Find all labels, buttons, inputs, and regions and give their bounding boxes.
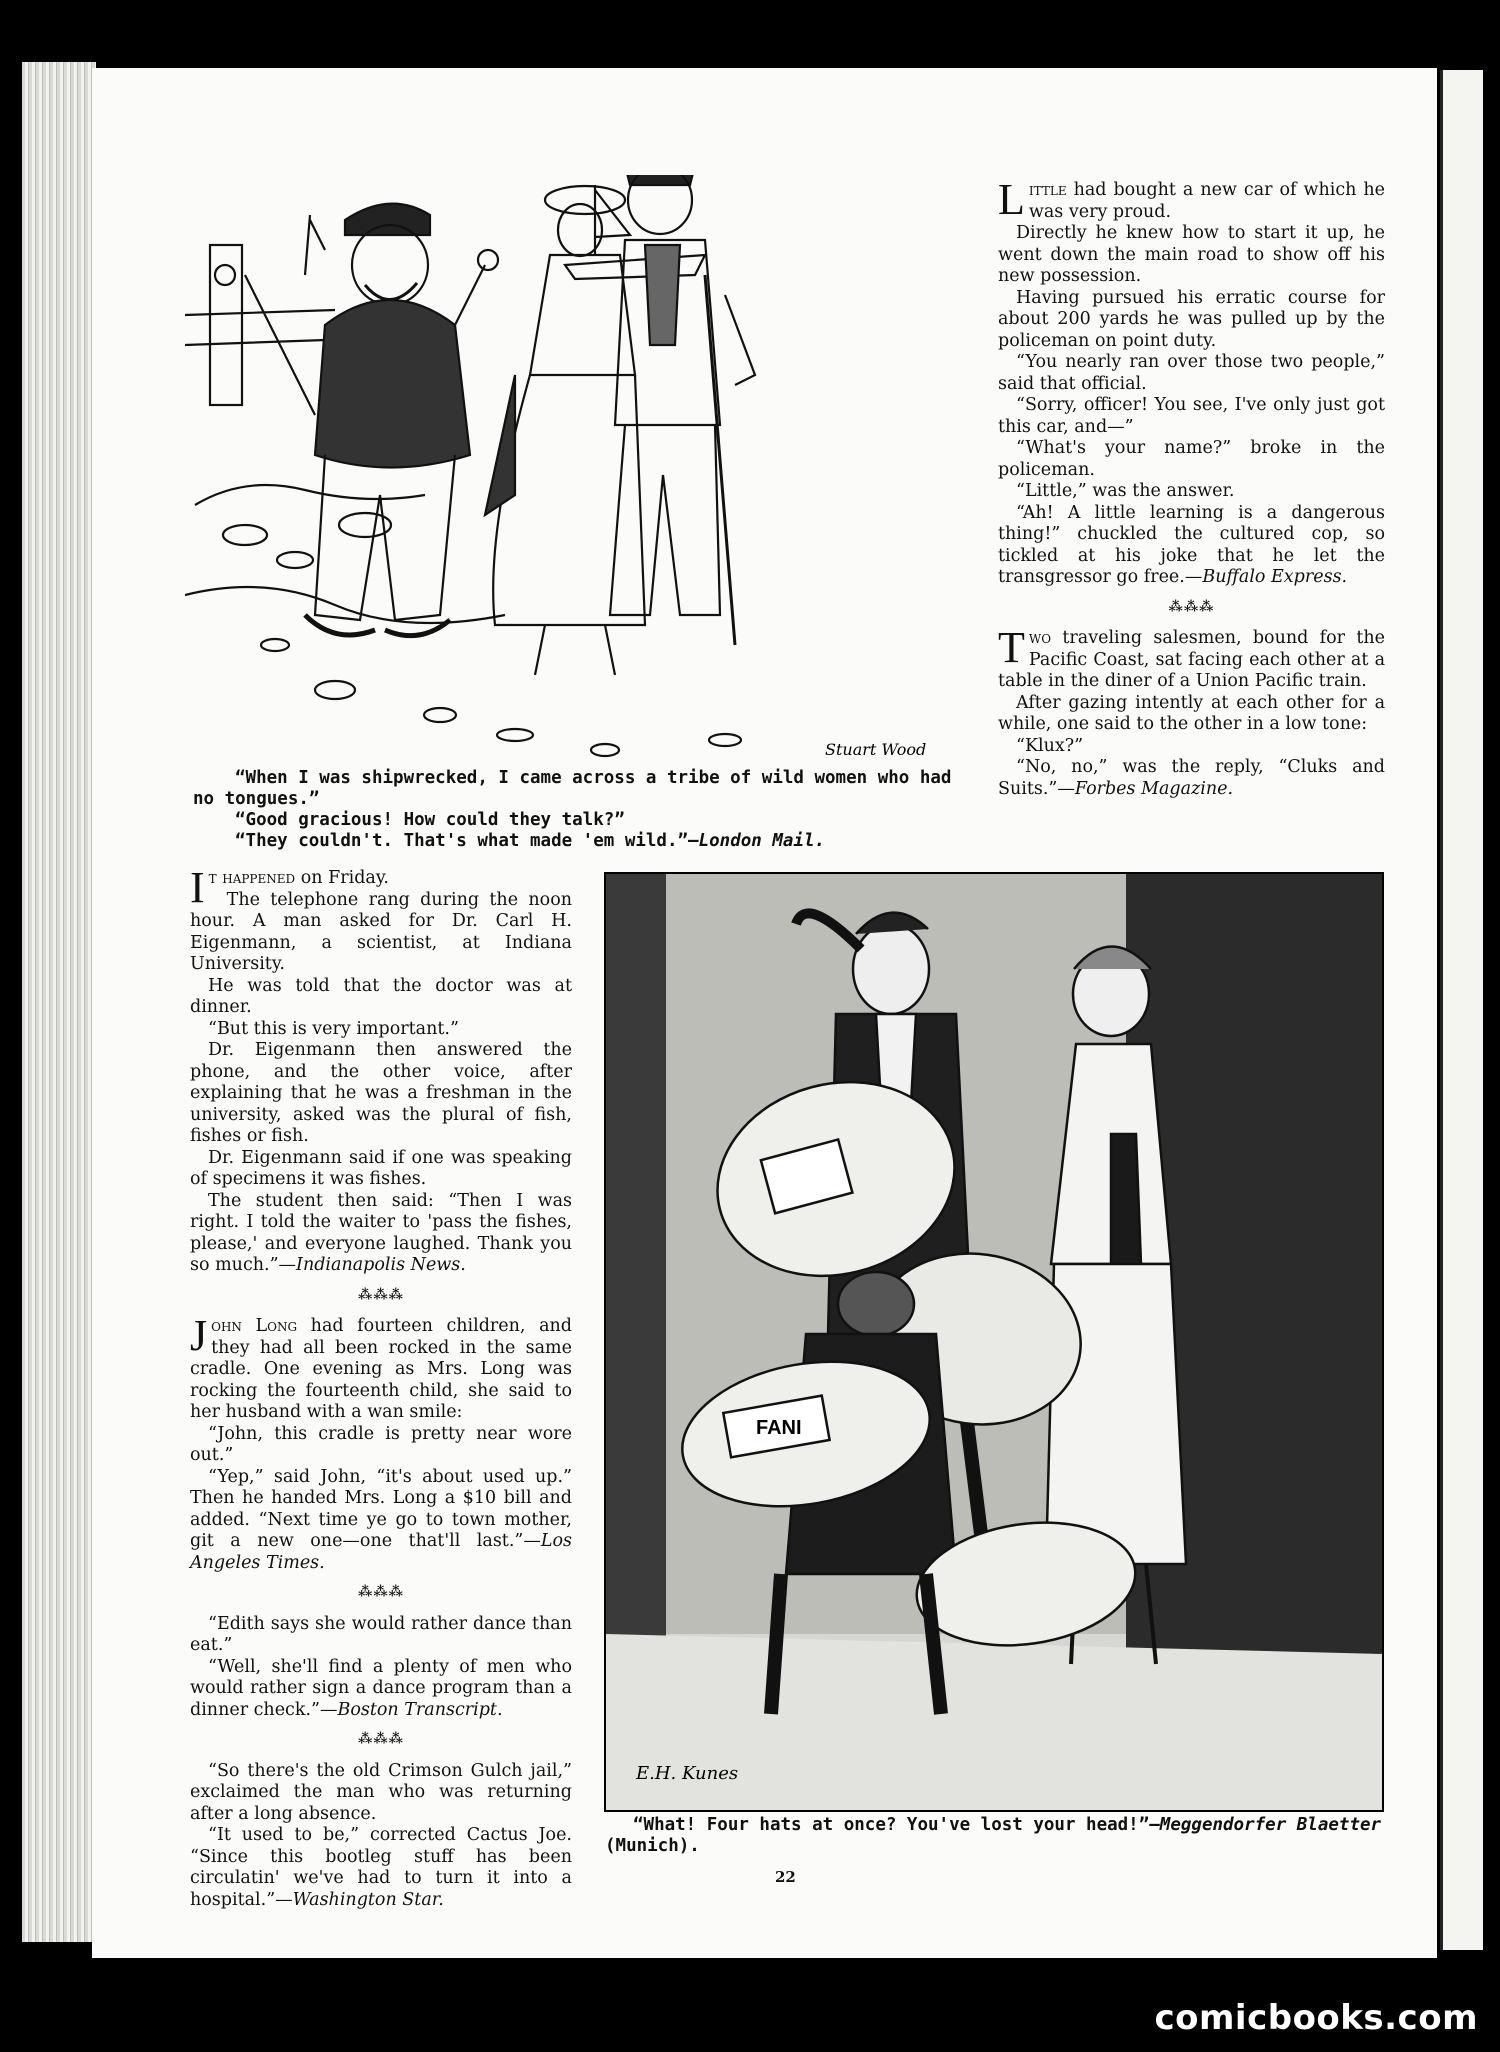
paragraph: After gazing intently at each other for a while, one said to the other in a low tone: [998,692,1385,734]
paragraph: Directly he knew how to start it up, he went down the main road to show off his new possession. [998,223,1385,286]
joke-cradle [190,1311,572,1574]
paragraph: “Sorry, officer! You see, I've only just got this car, and—” [998,395,1385,437]
paragraph: Dr. Eigenmann said if one was speaking of specimens it was fishes. [190,1147,572,1189]
dropcap-j: J [190,1311,208,1360]
section-separator: ⁂⁂⁂ [1168,598,1215,615]
caption-text: “What! Four hats at once? You've lost your head!”— [633,1815,1160,1835]
paragraph: The student then said: “Then I was right. I told the waiter to 'pass the fishes, please,' and everyone laughed. Thank you so much.”— [190,1190,572,1275]
watermark: comicbooks.com [1154,1998,1478,2038]
dropcap-t: T [998,623,1025,672]
paragraph: He was told that the doctor was at dinner. [190,975,572,1017]
dropcap-l: L [998,175,1025,224]
paragraph: Dr. Eigenmann then answered the phone, and the other voice, after explaining that he was a freshman in the university, asked was the plural of fish, fishes or fish. [190,1040,572,1146]
caption-line-3: “They couldn't. That's what made 'em wild.”— [235,831,699,851]
source-credit: Los Angeles Times. [190,1531,572,1573]
paragraph: “Well, she'll find a plenty of men who would rather sign a dance program than a dinner check.”— [190,1656,572,1720]
caption-tail: (Munich). [605,1836,700,1856]
source-credit: Buffalo Express. [1202,567,1348,587]
cartoon2-signature: E.H. Kunes [636,1763,739,1784]
lead-caps: ittle [1028,180,1067,200]
cartoon1-signature: Stuart Wood [825,740,927,759]
joke-edith [190,1614,572,1722]
lead-caps: ohn Long [211,1316,298,1336]
paragraph: Having pursued his erratic course for about 200 yards he was pulled up by the policeman on point duty. [998,287,1385,351]
section-separator: ⁂⁂⁂ [358,1286,404,1303]
paragraph: The telephone rang during the noon hour. A man asked for Dr. Carl H. Eigenmann, a scientist, at Indiana University. [190,889,572,974]
section-separator: ⁂⁂⁂ [358,1731,404,1747]
paragraph: “What's your name?” broke in the policeman. [998,438,1385,480]
caption-line-2: “Good gracious! How could they talk?” [235,810,625,830]
paragraph: traveling salesmen, bound for the Pacific Coast, sat facing each other at a table in the diner of a Union Pacific train. [998,628,1385,691]
adjacent-page-edge [1440,70,1483,1950]
cartoon2-caption [605,1815,1395,1857]
source-credit: Boston Transcript. [337,1699,503,1720]
cartoon-hat-boxes [604,872,1384,1812]
paragraph: had fourteen children, and they had all been rocked in the same cradle. One evening as Mrs. Long was rocking the fourteenth child, she said to her husband with a wan smile: [190,1316,572,1422]
source-credit: Forbes Magazine. [1074,778,1234,799]
paragraph: “Ah! A little learning is a dangerous thing!” chuckled the cultured cop, so tickled at his joke that he let the transgressor go free.— [998,502,1385,587]
column-top-right [998,175,1385,800]
paragraph: “No, no,” was the reply, “Cluks and Suits.”— [998,757,1385,799]
paragraph: “Klux?” [1016,735,1084,756]
caption-source: Meggendorfer Blaetter [1159,1815,1382,1835]
caption-source: London Mail. [698,831,826,851]
joke-crimson-gulch [190,1761,572,1912]
joke-little-car [998,175,1385,589]
lead-caps: wo [1028,628,1052,648]
cartoon1-caption [193,768,978,852]
paragraph: “So there's the old Crimson Gulch jail,” exclaimed the man who was returning after a long absence. [190,1760,572,1824]
paragraph: had bought a new car of which he was very proud. [1028,180,1385,222]
source-credit: Indianapolis News. [296,1255,466,1275]
paragraph: “John, this cradle is pretty near wore out.” [190,1423,572,1465]
column-bottom-left [190,863,572,1911]
section-separator: ⁂⁂⁂ [358,1584,404,1600]
paragraph: “But this is very important.” [208,1018,459,1039]
hatbox-label: FANI [756,1417,802,1439]
caption-line-1: “When I was shipwrecked, I came across a tribe of wild women who had no tongues.” [193,768,952,809]
dropcap-i: I [190,863,205,912]
paragraph: on Friday. [295,868,389,888]
joke-salesmen [998,623,1385,800]
paragraph: “Yep,” said John, “it's about used up.” Then he handed Mrs. Long a $10 bill and added. “Next time ye go to town mother, git a new one—one that'll last.”— [190,1466,572,1551]
joke-fishes [190,863,572,1277]
page-number: 22 [775,1868,796,1886]
paragraph: “You nearly ran over those two people,” said that official. [998,352,1385,394]
book-spine-edge [22,62,96,1942]
cartoon-sailor-shipwreck [185,175,975,765]
source-credit: Washington Star. [292,1889,444,1910]
paragraph: “Edith says she would rather dance than eat.” [190,1613,572,1655]
paragraph: “Little,” was the answer. [1016,481,1235,501]
lead-caps: t happened [208,868,296,888]
paragraph: “It used to be,” corrected Cactus Joe. “Since this bootleg stuff has been circulatin' we've had to turn it into a hospital.”— [190,1825,572,1910]
